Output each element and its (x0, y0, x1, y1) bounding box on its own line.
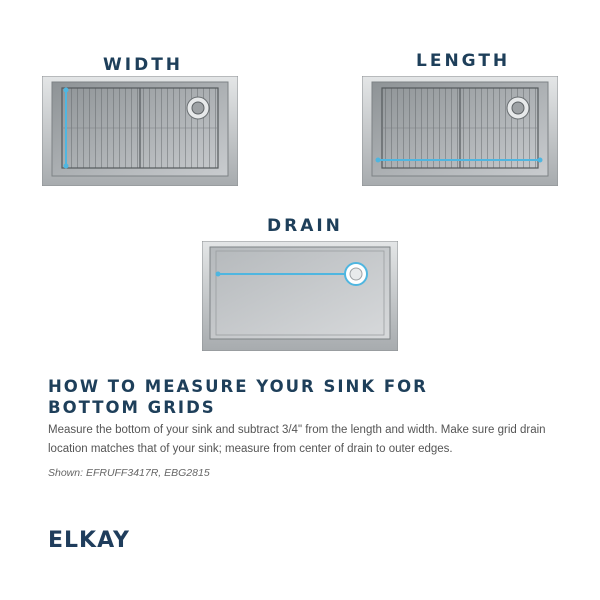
sink-drain-image (202, 241, 398, 351)
heading-line-1: HOW TO MEASURE YOUR SINK FOR (48, 377, 428, 396)
drain-label: DRAIN (267, 216, 343, 236)
elkay-logo: ELKAY (48, 528, 130, 553)
sink-length-image (362, 76, 558, 186)
length-label: LENGTH (416, 51, 511, 71)
page-heading (48, 376, 568, 418)
sink-width-image (42, 76, 238, 186)
shown-models-text: Shown: EFRUFF3417R, EBG2815 (48, 467, 210, 479)
width-label: WIDTH (103, 55, 184, 75)
instructions-text: Measure the bottom of your sink and subtract 3/4" from the length and width. Make sure grid drain location matches that of your sink; measure from center of drain to outer edges. (48, 424, 546, 455)
heading-line-2: BOTTOM GRIDS (48, 398, 216, 417)
